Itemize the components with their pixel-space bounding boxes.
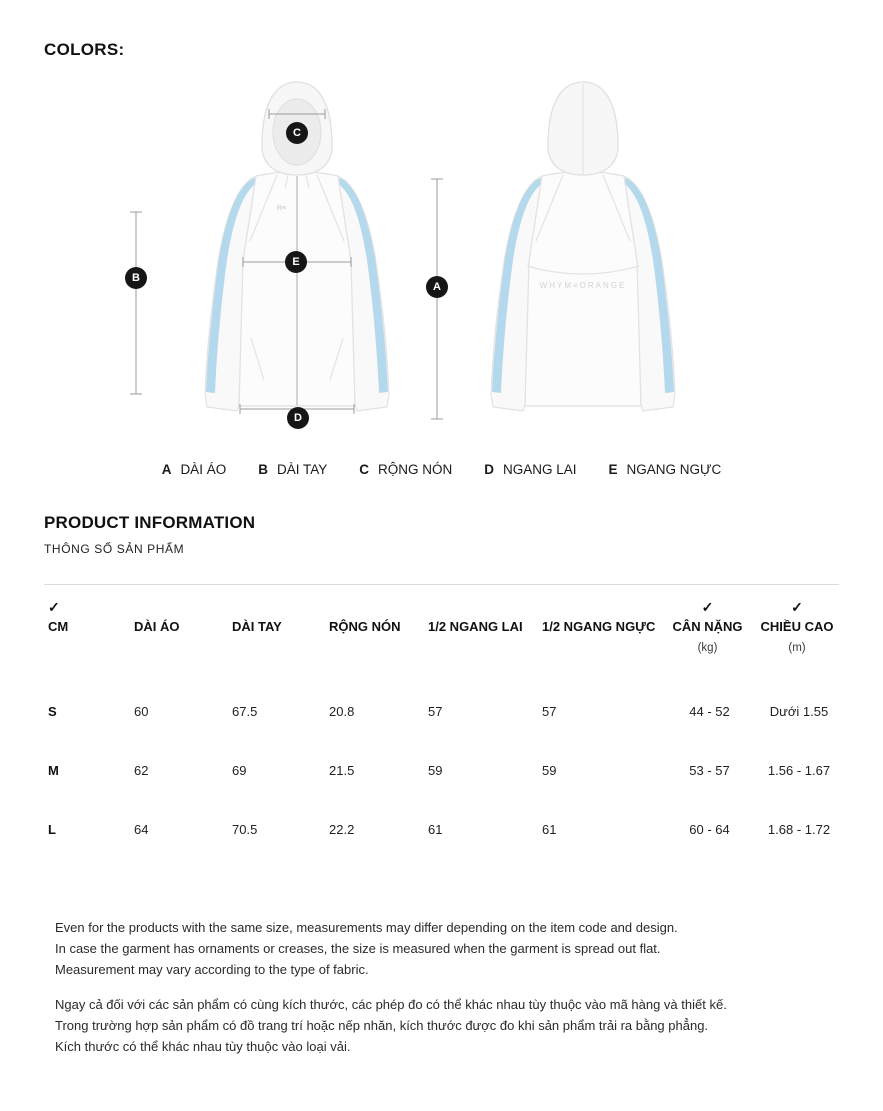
svg-text:E: E xyxy=(292,256,300,268)
back-brand-text: WHYM≡ORANGE xyxy=(539,281,627,290)
note-line: Ngay cả đối với các sản phẩm có cùng kích thước, các phép đo có thể khác nhau tùy thuộc vào mã hàng và thiết kế. xyxy=(55,997,727,1012)
note-line: Trong trường hợp sản phẩm có đồ trang trí hoặc nếp nhăn, kích thước được đo khi sản phẩm trải ra bằng phẳng. xyxy=(55,1018,709,1033)
legend-label: RỘNG NÓN xyxy=(377,462,453,477)
legend-label: DÀI ÁO xyxy=(180,462,227,477)
column-header-dai-ao: DÀI ÁO xyxy=(134,619,180,634)
checkmark-icon: ✓ xyxy=(791,599,803,615)
legend-item-d xyxy=(484,462,576,477)
front-chest-logo: R≡ xyxy=(277,205,287,212)
marker-e xyxy=(285,251,307,273)
legend-item-b xyxy=(258,462,327,477)
legend-key: B xyxy=(258,462,268,477)
column-header-ngang-nguc: 1/2 NGANG NGỰC xyxy=(542,619,656,634)
column-header-dai-tay: DÀI TAY xyxy=(232,619,282,634)
measurement-legend xyxy=(44,462,839,477)
size-label: M xyxy=(48,763,59,778)
column-header-chieu-cao: ✓ CHIỀU CAO (m) xyxy=(750,599,844,658)
legend-item-e xyxy=(609,462,722,477)
jacket-back-view xyxy=(491,82,675,411)
column-header-can-nang: ✓ CÂN NẶNG (kg) xyxy=(665,599,750,658)
size-row-m: M 62 69 21.5 59 59 53 - 57 1.56 - 1.67 xyxy=(44,763,839,822)
column-header-ngang-lai: 1/2 NGANG LAI xyxy=(428,619,523,634)
column-header-cm: ✓ CM xyxy=(44,599,130,658)
legend-key: D xyxy=(484,462,494,477)
notes-vietnamese xyxy=(55,994,839,1057)
product-information-heading: PRODUCT INFORMATION xyxy=(44,513,256,532)
svg-text:C: C xyxy=(293,127,301,139)
svg-text:B: B xyxy=(132,272,140,284)
note-line: Measurement may vary according to the type of fabric. xyxy=(55,962,369,977)
measure-line-b xyxy=(130,212,142,394)
marker-c xyxy=(286,122,308,144)
legend-key: C xyxy=(359,462,369,477)
legend-label: DÀI TAY xyxy=(276,462,328,477)
note-line: Even for the products with the same size, measurements may differ depending on the item code and design. xyxy=(55,920,678,935)
svg-text:D: D xyxy=(294,412,302,424)
svg-text:A: A xyxy=(433,281,441,293)
marker-a xyxy=(426,276,448,298)
colors-heading: COLORS: xyxy=(44,40,125,59)
notes-english xyxy=(55,917,839,980)
note-line: Kích thước có thể khác nhau tùy thuộc vào loại vải. xyxy=(55,1039,351,1054)
size-label: L xyxy=(48,822,56,837)
legend-item-c xyxy=(359,462,452,477)
product-information-subheading: THÔNG SỐ SẢN PHẨM xyxy=(44,542,185,556)
checkmark-icon: ✓ xyxy=(701,599,714,615)
jacket-illustration xyxy=(80,76,740,454)
legend-key: A xyxy=(161,462,172,477)
size-label: S xyxy=(48,704,57,719)
legend-label: NGANG LAI xyxy=(502,462,577,477)
table-header-row xyxy=(44,599,839,658)
checkmark-icon: ✓ xyxy=(48,599,60,615)
note-line: In case the garment has ornaments or creases, the size is measured when the garment is spread out flat. xyxy=(55,941,661,956)
size-row-s: S 60 67.5 20.8 57 57 44 - 52 Dưới 1.55 xyxy=(44,704,839,763)
size-diagram xyxy=(80,76,740,454)
size-table xyxy=(44,584,839,881)
legend-label: NGANG NGỰC xyxy=(626,462,722,477)
column-header-rong-non: RỘNG NÓN xyxy=(329,619,401,634)
marker-b xyxy=(125,267,147,289)
measure-line-a xyxy=(431,179,443,419)
size-row-l: L 64 70.5 22.2 61 61 60 - 64 1.68 - 1.72 xyxy=(44,822,839,881)
marker-d xyxy=(287,407,309,429)
table-body xyxy=(44,704,839,881)
legend-key: E xyxy=(608,462,618,477)
legend-item-a xyxy=(162,462,227,477)
